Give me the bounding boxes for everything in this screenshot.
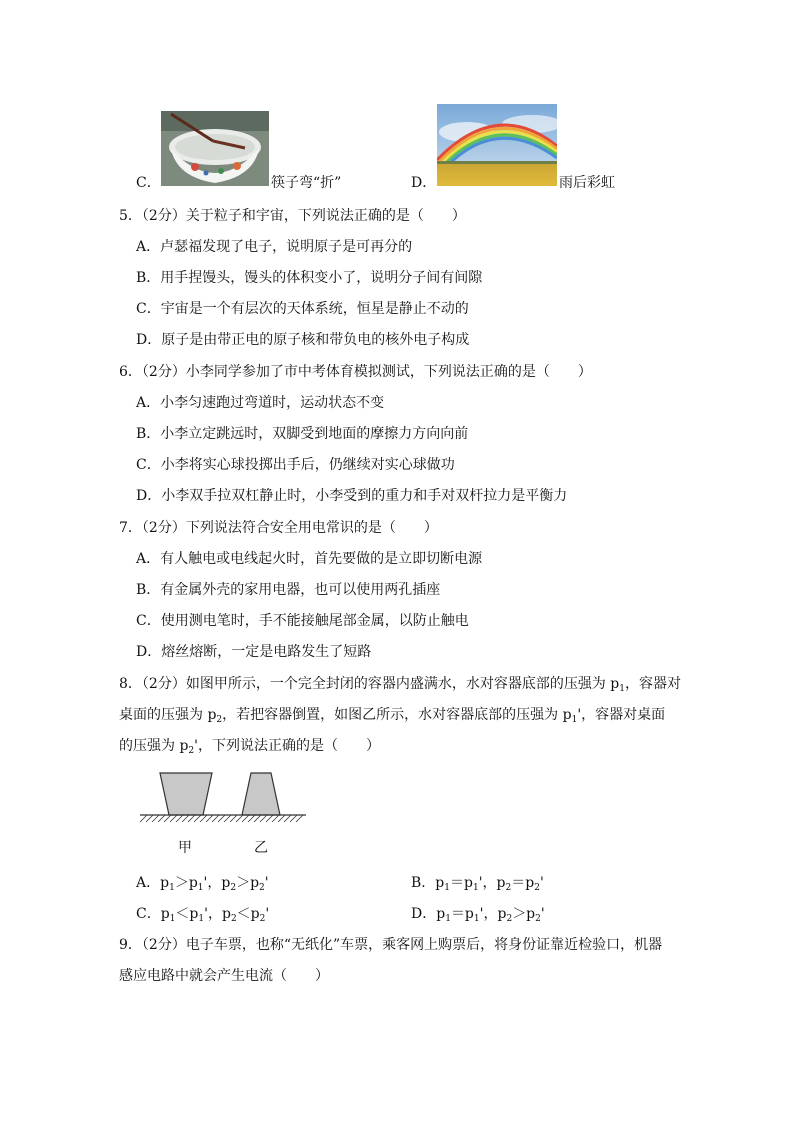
containers-figure xyxy=(136,768,308,828)
q6-option-c: C．小李将实心球投掷出手后，仍继续对实心球做功 xyxy=(136,457,455,473)
figure-label-jia: 甲 xyxy=(178,840,192,856)
q8-option-b: B．$p_1=p_1'$，$p_2=p_2'$ xyxy=(411,875,544,893)
container-yi xyxy=(242,773,280,815)
q8-option-a: A．$p_1>p_1'$，$p_2>p_2'$ xyxy=(136,875,269,893)
q5-option-a: A．卢瑟福发现了电子，说明原子是可再分的 xyxy=(136,239,413,255)
option-c-caption: 筷子弯“折” xyxy=(271,175,342,191)
q9-stem-line-2: 感应电路中就会产生电流（ ） xyxy=(119,968,329,984)
q5-option-b: B．用手捏馒头，馒头的体积变小了，说明分子间有间隙 xyxy=(136,270,483,286)
ground-hatching xyxy=(140,815,303,822)
container-jia xyxy=(160,773,212,815)
q5-option-c: C．宇宙是一个有层次的天体系统，恒星是静止不动的 xyxy=(136,301,469,317)
option-d-caption: 雨后彩虹 xyxy=(559,175,615,191)
q9-stem-line-1: 9．（2分）电子车票，也称“无纸化”车票，乘客网上购票后，将身份证靠近检验口，机器 xyxy=(119,937,663,953)
q7-option-d: D．熔丝熔断，一定是电路发生了短路 xyxy=(136,644,372,660)
rainbow-image xyxy=(437,104,557,186)
q6-option-b: B．小李立定跳远时，双脚受到地面的摩擦力方向向前 xyxy=(136,426,469,442)
q7-option-b: B．有金属外壳的家用电器，也可以使用两孔插座 xyxy=(136,582,441,598)
bowl-chopstick-photo xyxy=(161,111,269,186)
q5-option-d: D．原子是由带正电的原子核和带负电的核外电子构成 xyxy=(136,332,470,348)
q7-option-c: C．使用测电笔时，手不能接触尾部金属，以防止触电 xyxy=(136,613,469,629)
q6-option-a: A．小李匀速跑过弯道时，运动状态不变 xyxy=(136,395,385,411)
q5-stem: 5．（2分）关于粒子和宇宙，下列说法正确的是（ ） xyxy=(119,208,466,224)
bowl-chopstick-image xyxy=(161,111,269,186)
q6-option-d: D．小李双手拉双杠静止时，小李受到的重力和手对双杆拉力是平衡力 xyxy=(136,488,568,504)
q8-option-c: C．$p_1<p_1'$，$p_2<p_2'$ xyxy=(136,906,270,924)
option-d-letter: D． xyxy=(411,175,437,191)
option-c-letter: C． xyxy=(136,175,161,191)
q7-option-a: A．有人触电或电线起火时，首先要做的是立即切断电源 xyxy=(136,551,483,567)
rainbow-photo xyxy=(437,104,557,186)
q8-option-d: D．$p_1=p_1'$，$p_2>p_2'$ xyxy=(411,906,545,924)
q8-stem-line-2: 桌面的压强为 $p_2$，若把容器倒置，如图乙所示，水对容器底部的压强为 $p_1'$，容器对桌面 xyxy=(119,707,666,725)
figure-label-yi: 乙 xyxy=(254,840,268,856)
q8-stem-line-3: 的压强为 $p_2'$，下列说法正确的是（ ） xyxy=(119,738,381,756)
q7-stem: 7．（2分）下列说法符合安全用电常识的是（ ） xyxy=(119,520,438,536)
q8-stem-line-1: 8．（2分）如图甲所示，一个完全封闭的容器内盛满水，水对容器底部的压强为 $p_1$，容器对 xyxy=(119,676,681,694)
q6-stem: 6．（2分）小李同学参加了市中考体育模拟测试，下列说法正确的是（ ） xyxy=(119,364,592,380)
